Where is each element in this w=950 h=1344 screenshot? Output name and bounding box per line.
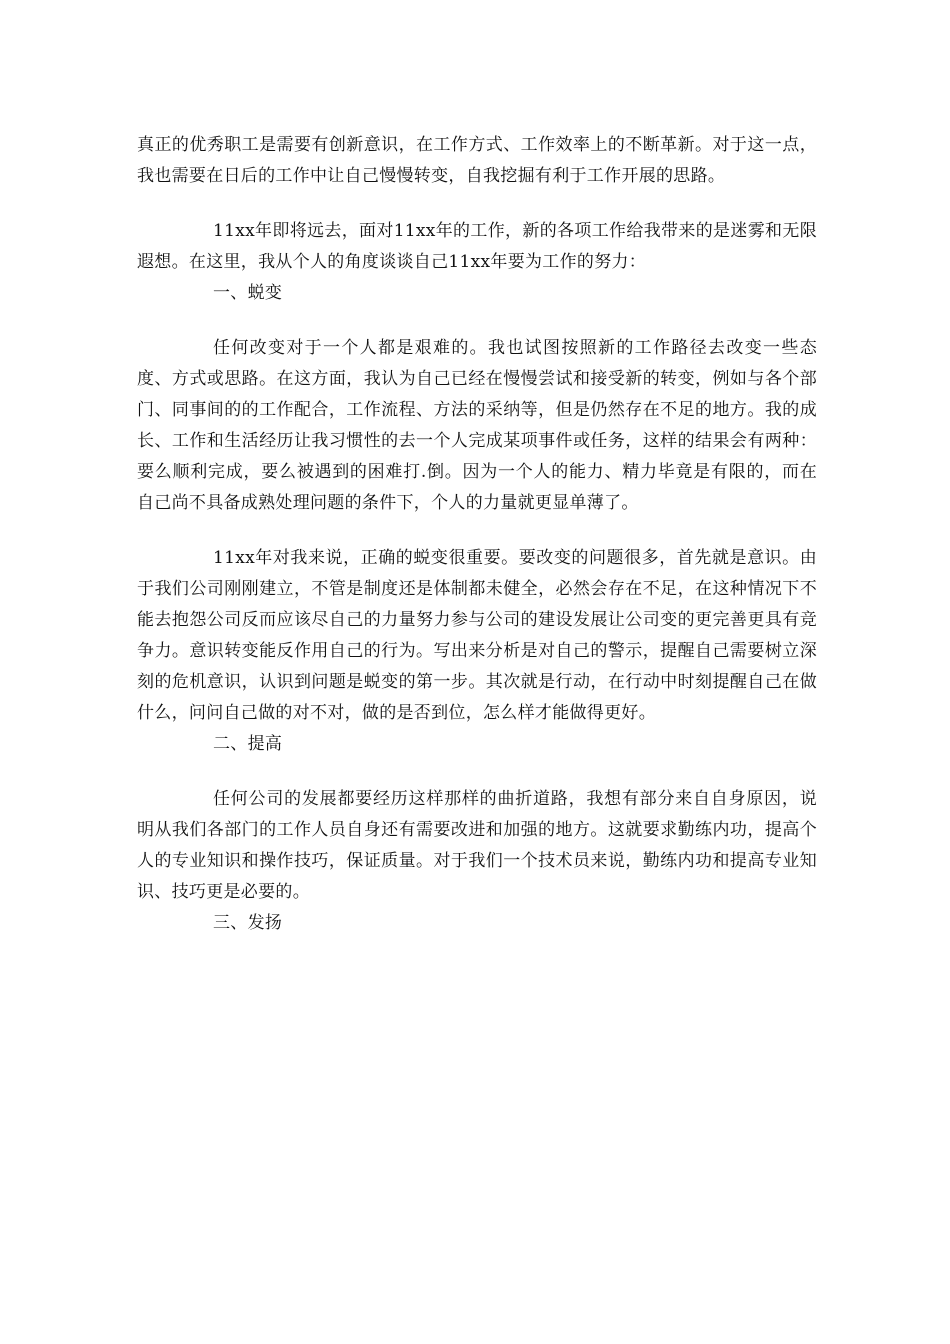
section-heading-transformation: 一、蜕变	[213, 283, 283, 303]
paragraph-intro: 11xx年即将远去，面对11xx年的工作，新的各项工作给我带来的是迷雾和无限遐想。在这里，我从个人的角度谈谈自己11xx年要为工作的努力：	[137, 221, 817, 272]
document-body	[137, 130, 817, 939]
paragraph-improvement: 任何公司的发展都要经历这样那样的曲折道路，我想有部分来自自身原因，说明从我们各部门的工作人员自身还有需要改进和加强的地方。这就要求勤练内功，提高个人的专业知识和操作技巧，保证质量。对于我们一个技术员来说，勤练内功和提高专业知识、技巧更是必要的。	[137, 789, 817, 902]
section-heading-carry-forward: 三、发扬	[213, 913, 283, 933]
paragraph-continuation: 真正的优秀职工是需要有创新意识，在工作方式、工作效率上的不断革新。对于这一点，我也需要在日后的工作中让自己慢慢转变，自我挖掘有利于工作开展的思路。	[137, 135, 817, 186]
paragraph-transformation-2: 11xx年对我来说，正确的蜕变很重要。要改变的问题很多，首先就是意识。由于我们公司刚刚建立，不管是制度还是体制都未健全，必然会存在不足，在这种情况下不能去抱怨公司反而应该尽自己的力量努力参与公司的建设发展让公司变的更完善更具有竞争力。意识转变能反作用自己的行为。写出来分析是对自己的警示，提醒自己需要树立深刻的危机意识，认识到问题是蜕变的第一步。其次就是行动，在行动中时刻提醒自己在做什么，问问自己做的对不对，做的是否到位，怎么样才能做得更好。	[137, 548, 817, 723]
section-heading-improvement: 二、提高	[213, 734, 283, 754]
paragraph-transformation-1: 任何改变对于一个人都是艰难的。我也试图按照新的工作路径去改变一些态度、方式或思路。在这方面，我认为自己已经在慢慢尝试和接受新的转变，例如与各个部门、同事间的的工作配合，工作流程、方法的采纳等，但是仍然存在不足的地方。我的成长、工作和生活经历让我习惯性的去一个人完成某项事件或任务，这样的结果会有两种：要么顺利完成，要么被遇到的困难打.倒。因为一个人的能力、精力毕竟是有限的，而在自己尚不具备成熟处理问题的条件下，个人的力量就更显单薄了。	[137, 338, 817, 513]
